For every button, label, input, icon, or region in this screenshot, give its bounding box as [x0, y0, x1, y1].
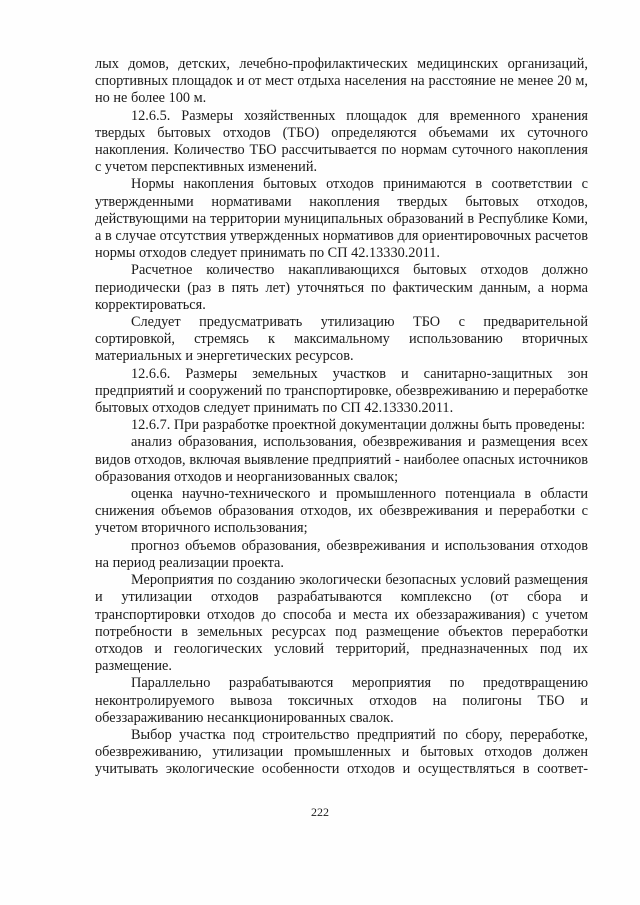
paragraph: Мероприятия по созданию экологически безопасных условий размещения и утилизации отходов разрабатываются комплексно (от сбора и транспортировки отходов до способа и места их обеззараживания) с учетом потребности в земельных ресурсах под размещение объектов переработки отходов и геологических условий территорий, предназначенных под их размещение.: [95, 572, 588, 675]
paragraph: лых домов, детских, лечебно-профилактических медицинских организаций, спортивных площадок и от мест отдыха населения на расстояние не менее 20 м, но не более 100 м.: [95, 56, 588, 107]
list-item: оценка научно-технического и промышленного потенциала в области снижения объемов образования отходов, их обезвреживания и переработки с учетом вторичного использования;: [95, 486, 588, 537]
list-item: анализ образования, использования, обезвреживания и размещения всех видов отходов, включая выявление предприятий - наиболее опасных источников образования отходов и неорганизованных свалок;: [95, 434, 588, 485]
paragraph: 12.6.7. При разработке проектной документации должны быть проведены:: [131, 417, 586, 434]
paragraph: 12.6.6. Размеры земельных участков и санитарно-защитных зон предприятий и сооружений по транспортировке, обезвреживанию и переработке бытовых отходов следует принимать по СП 42.13330.2011.: [95, 365, 588, 417]
paragraph: Выбор участка под строительство предприятий по сбору, переработке, обезвреживанию, утилизации промышленных и бытовых отходов должен учитывать экологические особенности отходов и осуществляться в соответ-: [95, 726, 588, 778]
paragraph: 12.6.5. Размеры хозяйственных площадок для временного хранения твердых бытовых отходов (ТБО) определяются объемами их суточного накопления. Количество ТБО рассчитывается по нормам суточного накопления с учетом перспективных изменений.: [95, 107, 588, 176]
paragraph: Параллельно разрабатываются мероприятия по предотвращению неконтролируемого вывоза токсичных отходов на полигоны ТБО и обеззараживанию несанкционированных свалок.: [95, 675, 588, 726]
list-item: прогноз объемов образования, обезвреживания и использования отходов на период реализации проекта.: [95, 537, 588, 571]
document-body: [95, 56, 588, 779]
paragraph: Следует предусматривать утилизацию ТБО с предварительной сортировкой, стремясь к максимальному использованию вторичных материальных и энергетических ресурсов.: [95, 314, 588, 365]
page-number: 222: [311, 805, 329, 819]
paragraph: Нормы накопления бытовых отходов принимаются в соответствии с утвержденными нормативами накопления твердых бытовых отходов, действующими на территории муниципальных образований в Республике Коми, а в случае отсутствия утвержденных нормативов для ориентировочных расчетов нормы отходов следует принимать по СП 42.13330.2011.: [95, 176, 588, 262]
paragraph: Расчетное количество накапливающихся бытовых отходов должно периодически (раз в пять лет) уточняться по фактическим данным, а норма корректироваться.: [95, 262, 588, 313]
